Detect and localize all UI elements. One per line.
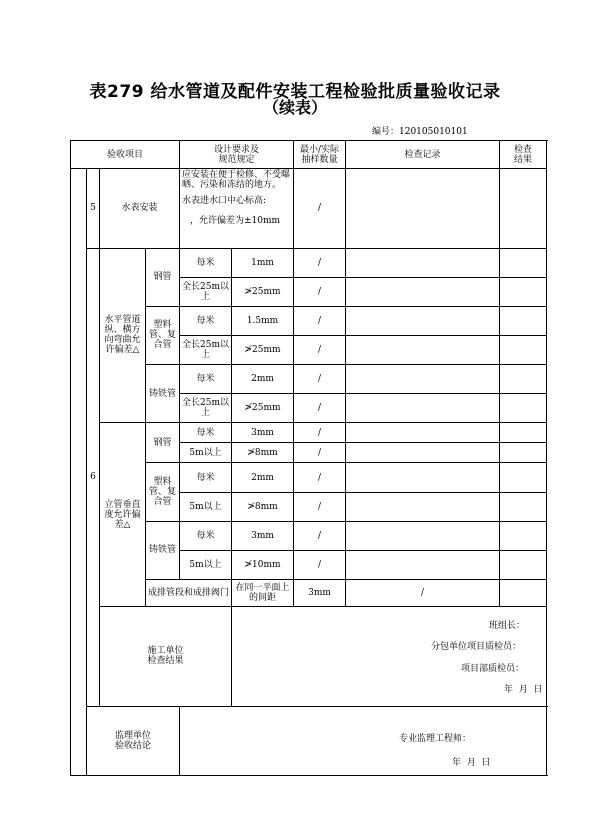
sample-cell: / [294,277,346,306]
row5-spec-1: 应安装在便于检修、不受曝晒、污染和冻结的地方。 [182,170,291,191]
form-code: 编号：120105010101 [372,127,468,137]
group-horizontal: 水平管道纵、横方向弯曲允许偏差△ [100,248,146,423]
h-iron: 铸铁管 [146,365,180,423]
spec-label: 全长25m以上 [180,394,232,423]
supervision-label: 监理单位 验收结论 [87,706,180,775]
result-cell[interactable] [500,463,547,492]
record-cell[interactable] [346,492,500,521]
header-sample: 最小/实际 抽样数量 [294,141,346,169]
spec-value: ≯8mm [232,492,294,521]
result-cell[interactable] [500,248,547,277]
v-plastic: 塑料管、复合管 [146,463,180,521]
row5-no: 5 [87,169,100,248]
result-cell[interactable] [500,521,547,550]
header-record: 检查记录 [346,141,500,169]
sample-cell: / [294,365,346,394]
sample-cell: / [294,248,346,277]
sample-cell: / [294,492,346,521]
row5-spec-2: 水表进水口中心标高: [182,196,267,207]
blank-margin-cell [71,169,87,776]
spec-label: 全长25m以上 [180,335,232,364]
spec-value: 1.5mm [232,306,294,335]
sub-inspector-label: 分包单位项目质检员： [431,642,522,653]
row5-name: 水表安装 [100,169,180,248]
spec-value: 3mm [232,521,294,550]
header-item: 验收项目 [71,141,180,169]
supervision-date: 年 月 日 [452,757,491,768]
result-cell[interactable] [500,492,547,521]
result-cell[interactable] [500,277,547,306]
spec-value: 2mm [232,463,294,492]
spec-value: ≯25mm [232,394,294,423]
result-cell[interactable] [500,335,547,364]
row5-record[interactable] [346,169,500,248]
row5-spec [180,169,294,248]
v-steel: 钢管 [146,423,180,463]
group-vertical: 立管垂直度允许偏差△ [100,423,146,607]
spec-label: 5m以上 [180,492,232,521]
h-plastic: 塑料管、复合管 [146,306,180,364]
sample-cell: / [294,443,346,463]
spec-value: ≯8mm [232,443,294,463]
construction-date: 年 月 日 [504,685,543,696]
proj-inspector-label: 项目部质检员： [461,664,525,675]
supervision-row [71,706,547,775]
group-cluster: 成排管段和成排阀门 [146,579,232,606]
record-cell[interactable] [346,521,500,550]
row5-sample: / [294,169,346,248]
spec-label: 每米 [180,248,232,277]
table-row [71,423,547,443]
engineer-label: 专业监理工程师： [399,733,472,744]
form-subtitle: （续表） [262,98,327,117]
row6-no: 6 [87,248,100,706]
sample-cell: / [294,306,346,335]
h-steel: 钢管 [146,248,180,306]
spec-label: 每米 [180,423,232,443]
sample-cell: / [346,579,500,606]
spec-value: ≯25mm [232,277,294,306]
spec-label: 5m以上 [180,550,232,579]
row-water-meter [71,169,547,248]
row5-result[interactable] [500,169,547,248]
sample-cell: / [294,394,346,423]
result-cell[interactable] [500,306,547,335]
sample-cell: / [294,521,346,550]
construction-row [71,607,547,706]
record-cell[interactable] [346,394,500,423]
table-row [71,248,547,277]
record-cell[interactable] [346,335,500,364]
spec-value: ≯25mm [232,335,294,364]
header-spec: 设计要求及 规范规定 [180,141,294,169]
header-row [71,141,547,169]
form-title: 表279 给水管道及配件安装工程检验批质量验收记录 [89,82,501,102]
spec-label: 每米 [180,463,232,492]
record-cell[interactable] [500,579,547,606]
result-cell[interactable] [500,394,547,423]
record-cell[interactable] [346,463,500,492]
record-cell[interactable] [346,277,500,306]
spec-label: 每米 [180,521,232,550]
header-result: 检查 结果 [500,141,547,169]
record-cell[interactable] [346,306,500,335]
row5-spec-3: ，允许偏差为±10mm [190,216,281,227]
spec-label: 每米 [180,365,232,394]
sample-cell: / [294,550,346,579]
supervision-sign-area[interactable] [180,706,547,775]
v-iron: 铸铁管 [146,521,180,579]
spec-label: 5m以上 [180,443,232,463]
construction-sign-area[interactable] [232,607,547,706]
spec-value: 1mm [232,248,294,277]
sample-cell: / [294,423,346,443]
sample-cell: / [294,335,346,364]
record-cell[interactable] [346,248,500,277]
spec-value: 2mm [232,365,294,394]
spec-label: 在同一平面上的间距 [232,579,294,606]
inspection-table [70,140,547,776]
construction-label: 施工单位 检查结果 [100,607,232,706]
spec-label: 全长25m以上 [180,277,232,306]
spec-value: 3mm [294,579,346,606]
result-cell[interactable] [500,365,547,394]
result-cell[interactable] [500,423,547,443]
spec-value: 3mm [232,423,294,443]
record-cell[interactable] [346,423,500,443]
sample-cell: / [294,463,346,492]
result-cell[interactable] [500,443,547,463]
team-leader-label: 班组长： [489,621,526,632]
record-cell[interactable] [346,443,500,463]
spec-label: 每米 [180,306,232,335]
result-cell[interactable] [500,550,547,579]
record-cell[interactable] [346,365,500,394]
record-cell[interactable] [346,550,500,579]
spec-value: ≯10mm [232,550,294,579]
